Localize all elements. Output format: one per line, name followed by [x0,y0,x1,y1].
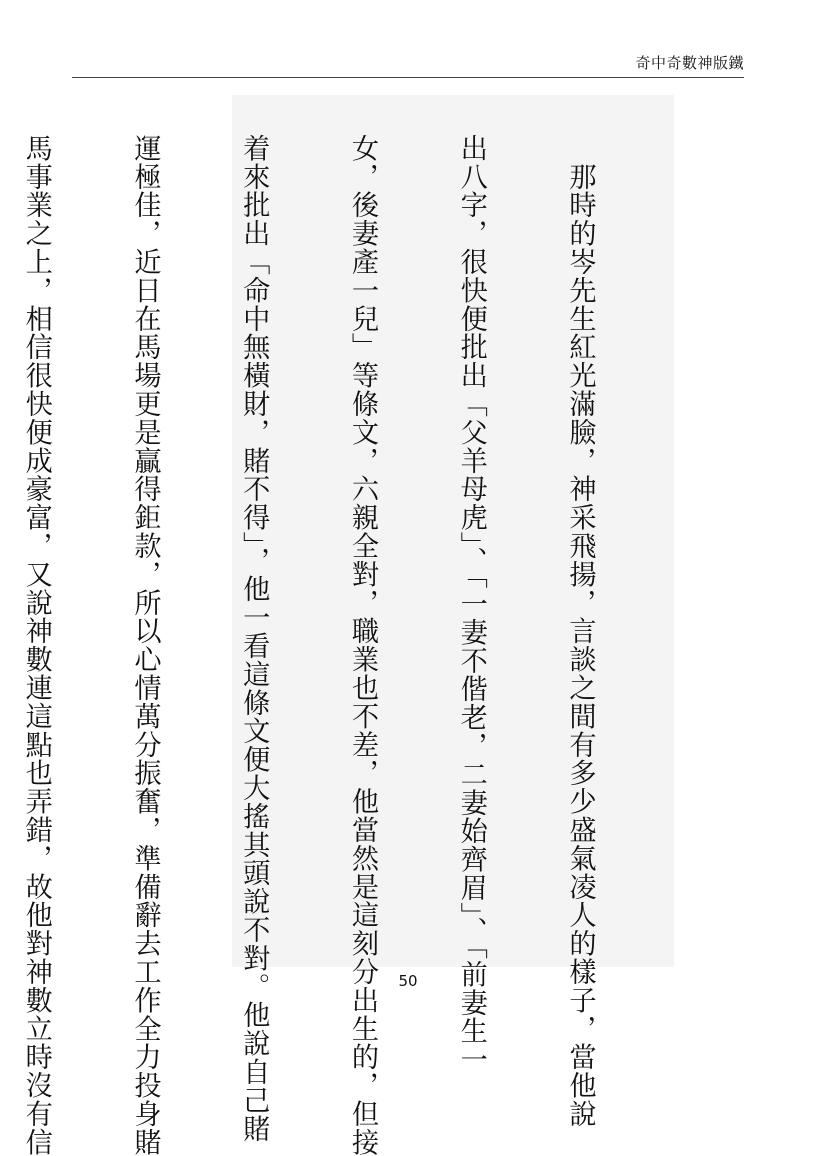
text-line: 出八字，很快便批出「父羊母虎」、「一妻不偕老，二妻始齊眉」、「前妻生一 [455,134,487,1074]
text-line: 運極佳，近日在馬場更是贏得鉅款，所以心情萬分振奮，準備辭去工作全力投身賭 [129,134,161,1156]
text-line: 着來批出「命中無橫財，賭不得」，他一看這條文便大搖其頭說不對。他說自己賭 [238,134,270,1143]
header-rule [72,77,744,78]
text-line: 馬事業之上，相信很快便成豪富，又說神數連這點也弄錯，故他對神數立時沒有信 [20,134,52,1156]
running-header: 奇中奇數神版鐵 [635,54,744,72]
text-line: 那時的岑先生紅光滿臉，神采飛揚，言談之間有多少盛氣凌人的樣子，當他說 [564,134,596,1128]
text-line: 女，後妻產一兒」等條文，六親全對，職業也不差，他當然是這刻分出生的，但接 [347,134,378,1156]
page-number: 50 [398,972,418,990]
